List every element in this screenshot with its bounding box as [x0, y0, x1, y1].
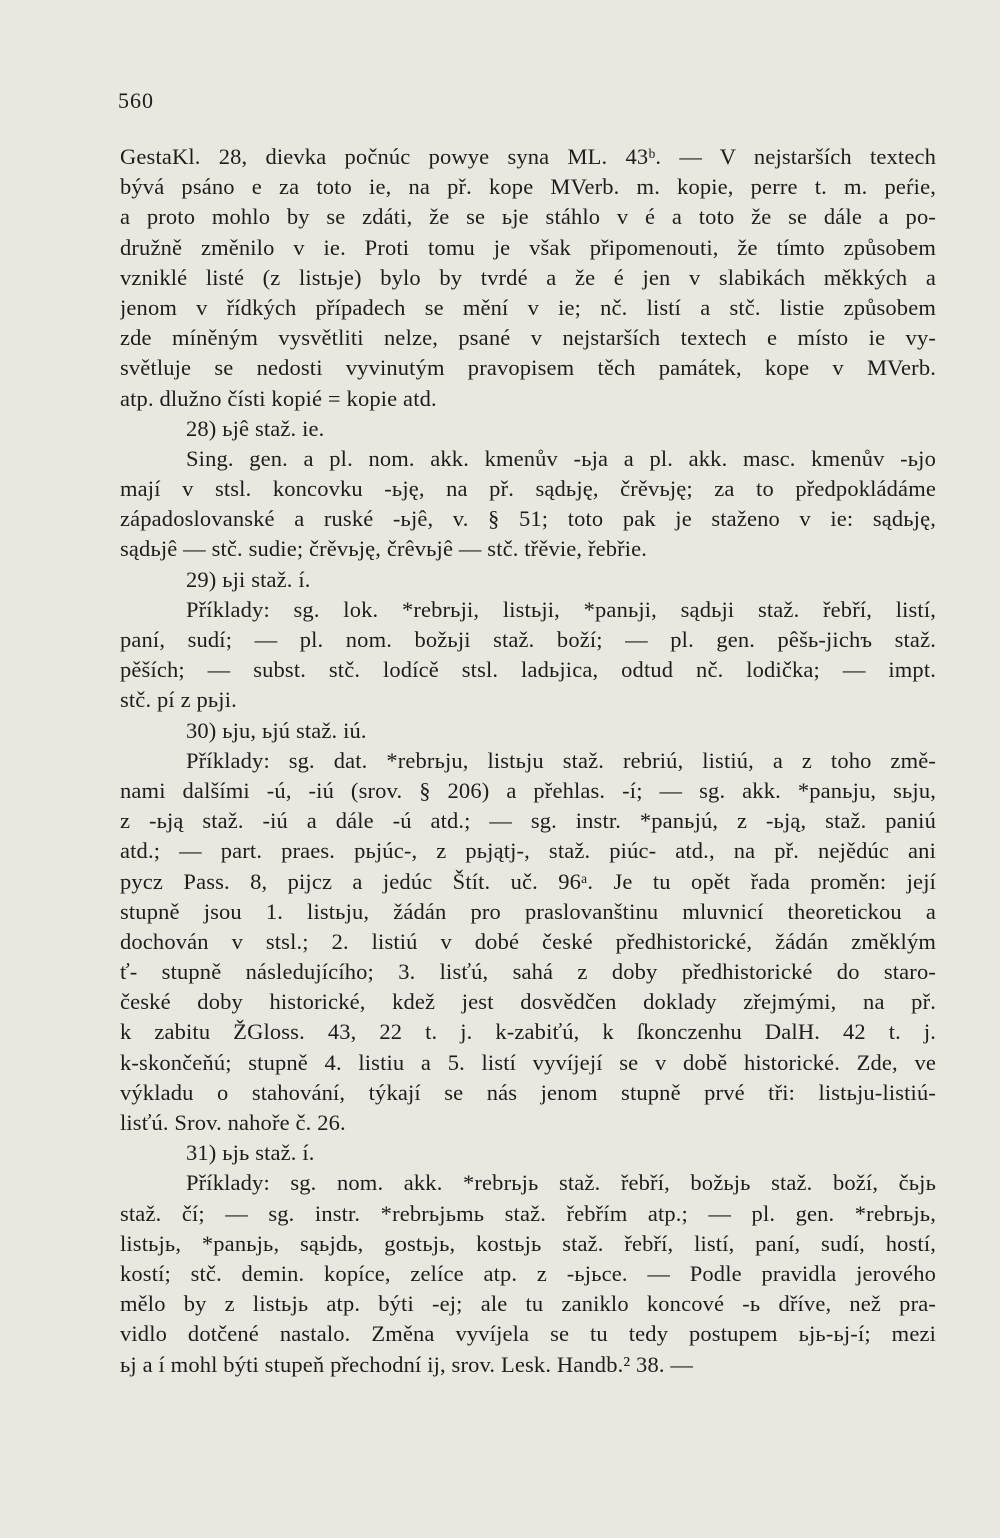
text-line: ť- stupně následujícího; 3. lisťú, sahá z doby předhistorické do staro-	[120, 959, 936, 985]
text-line: družně změnilo v ie. Proti tomu je však připomenouti, že tímto způsobem	[120, 234, 936, 260]
text-line: stč. pí z pьji.	[120, 687, 237, 713]
text-line: staž. čí; — sg. instr. *rebrьjьmь staž. řebřím atp.; — pl. gen. *rebrьjь,	[120, 1200, 936, 1226]
text-line: mají v stsl. koncovku -ьję, na př. sądьję, črěvьję; za to předpokládáme	[120, 476, 936, 502]
text-line: Sing. gen. a pl. nom. akk. kmenův -ьja a pl. akk. masc. kmenův -ьjo	[186, 445, 936, 471]
text-line: mělo by z listьjь atp. býti -ej; ale tu zaniklo koncové -ь dříve, než pra-	[120, 1291, 936, 1317]
text-line: západoslovanské a ruské -ьjê, v. § 51; toto pak je staženo v ie: sądьję,	[120, 506, 936, 532]
text-line: dochován v stsl.; 2. listiú v dobé české předhistorické, žádán změklým	[120, 928, 936, 954]
text-line: 30) ьju, ьjú staž. iú.	[186, 717, 367, 743]
text-line: 29) ьji staž. í.	[186, 566, 311, 592]
text-line: ьj a í mohl býti stupeň přechodní ij, srov. Lesk. Handb.² 38. —	[120, 1351, 694, 1377]
text-line: Příklady: sg. dat. *rebrьju, listьju staž. rebriú, listiú, a z toho změ-	[186, 747, 936, 773]
text-line: listьjь, *panьjь, sąьjdь, gostьjь, kostьjь staž. řebří, listí, paní, sudí, hostí,	[120, 1230, 936, 1256]
text-line: kostí; stč. demin. kopíce, zelíce atp. z -ьjьce. — Podle pravidla jerového	[120, 1260, 936, 1286]
text-line: světluje se nedosti vyvinutým pravopisem těch památek, kope v MVerb.	[120, 355, 936, 381]
text-line: k zabitu ŽGloss. 43, 22 t. j. k-zabiťú, k ſkonczenhu DalH. 42 t. j.	[120, 1019, 936, 1045]
text-line: paní, sudí; — pl. nom. božьji staž. boží; — pl. gen. pêšь-jichъ staž.	[120, 627, 936, 652]
text-line: GestaKl. 28, dievka počnúc powye syna ML. 43ᵇ. — V nejstarších textech	[120, 144, 936, 169]
text-line: 31) ьjь staž. í.	[186, 1140, 315, 1166]
text-line: vzniklé listé (z listьje) bylo by tvrdé a že é jen v slabikách měkkých a	[120, 264, 936, 290]
text-line: 28) ьjê staž. ie.	[186, 415, 325, 441]
text-line: vidlo dotčené nastalo. Změna vyvíjela se tu tedy postupem ьjь-ьj-í; mezi	[120, 1321, 936, 1347]
text-line: k-skončeňú; stupně 4. listiu a 5. listí vyvíjejí se v době historické. Zde, ve	[120, 1049, 936, 1075]
text-line: atp. dlužno čísti kopié = kopie atd.	[120, 385, 437, 411]
page-number: 560	[118, 88, 154, 113]
text-line: atd.; — part. praes. pьjúc-, z pьjątj-, staž. piúc- atd., na př. nejědúc ani	[120, 838, 936, 864]
text-line: české doby historické, kdež jest dosvědčen doklady zřejmými, na př.	[120, 989, 936, 1015]
text-line: nami dalšími -ú, -iú (srov. § 206) a přehlas. -í; — sg. akk. *panьju, sьju,	[120, 777, 936, 803]
text-line: Příklady: sg. nom. akk. *rebrьjь staž. řebří, božьjь staž. boží, čьjь	[186, 1170, 936, 1196]
text-line: stupně jsou 1. listьju, žádán pro praslovanštinu mluvnicí theoretickou a	[120, 898, 936, 924]
text-line: lisťú. Srov. nahoře č. 26.	[120, 1110, 346, 1135]
text-line: jenom v řídkých případech se mění v ie; nč. listí a stč. listie způsobem	[120, 294, 936, 320]
text-line: Příklady: sg. lok. *rebrьji, listьji, *panьji, sądьji staž. řebří, listí,	[186, 596, 936, 622]
text-line: pěších; — subst. stč. lodícě stsl. ladьjica, odtud nč. lodička; — impt.	[120, 657, 936, 683]
text-line: pycz Pass. 8, pijcz a jedúc Štít. uč. 96ᵃ. Je tu opět řada proměn: její	[120, 868, 936, 894]
text-line: zde míněným vysvětliti nelze, psané v nejstarších textech e místo ie vy-	[120, 325, 936, 351]
text-line: sądьjê — stč. sudie; črěvьję, črêvьjê — stč. třěvie, řebřie.	[120, 536, 648, 562]
body-text	[120, 142, 936, 1380]
text-line: bývá psáno e za toto ie, na př. kope MVerb. m. kopie, perre t. m. peŕie,	[120, 174, 936, 200]
text-line: výkladu o stahování, týkají se nás jenom stupně prvé tři: listьju-listiú-	[120, 1079, 936, 1105]
text-line: a proto mohlo by se zdáti, že se ьje stáhlo v é a toto že se dále a po-	[120, 204, 936, 230]
text-line: z -ьją staž. -iú a dále -ú atd.; — sg. instr. *panьjú, z -ьją, staž. paniú	[120, 808, 936, 834]
